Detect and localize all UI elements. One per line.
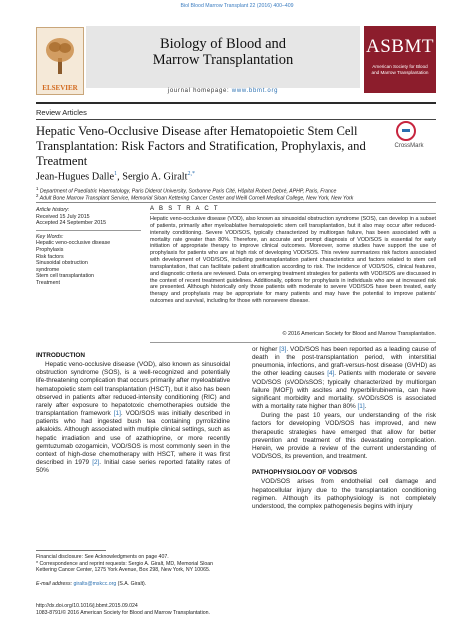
- affiliation-1-marker: 1: [36, 186, 39, 191]
- asbmt-name-line1: American Society for Blood: [372, 64, 428, 69]
- affiliation-2: [36, 193, 436, 202]
- intro-text-1: Hepatic veno-occlusive disease (VOD), also known as sinusoidal obstruction syndrome (SOS), is a well-recognized and potentially life-threatening complication that occurs primarily after myeloablative hematopoietic stem cell transplantation (HSCT), but it also has been observed in patients after reduced-intensity conditioning (RIC) and rarely after exposure to hepatotoxic chemotherapies outside the transplantation framework: [36, 361, 230, 418]
- article-info: [36, 207, 141, 287]
- affiliation-2-text: Adult Bone Marrow Transplant Service, Memorial Sloan Kettering Cancer Center and Weill Cornell Medical College, New York, New York: [39, 195, 354, 202]
- crossmark-icon: [396, 121, 416, 141]
- asbmt-name: [368, 64, 432, 75]
- citation-link[interactable]: [4]: [327, 370, 335, 378]
- right-paragraph-2: During the past 10 years, our understanding of the risk factors for developing VOD/SOS has improved, and new therapeutic strategies have emerged that allow for better prevention and treatment of this devastating complication. Herein, we provide a review of the current understanding of VOD/SOS, its prevention, and treatment.: [252, 412, 436, 461]
- elsevier-tree-icon: [43, 36, 77, 76]
- journal-title-line1: Biology of Blood and: [159, 36, 287, 52]
- author-separator: ,: [117, 171, 123, 183]
- keywords-label: Key Words:: [36, 233, 64, 240]
- email-link[interactable]: giralts@mskcc.org: [73, 581, 117, 587]
- elsevier-label: ELSEVIER: [42, 84, 78, 92]
- intro-heading: INTRODUCTION: [36, 352, 85, 359]
- journal-reference[interactable]: Biol Blood Marrow Transplant 22 (2016) 400–409: [180, 3, 294, 9]
- crossmark-badge[interactable]: [383, 121, 435, 155]
- keyword: Risk factors: [36, 253, 64, 260]
- abstract-text: Hepatic veno-occlusive disease (VOD), also known as sinusoidal obstruction syndrome (SOS), can develop in a subset of patients, primarily after myeloablative hematopoietic stem cell transplantation, but it also may occur after reduced-intensity conditioning. Severe VOD/SOS, typically characterized by multiorgan failure, has been associated with a mortality rate greater than 80%. Therefore, an accurate and prompt diagnosis of VOD/SOS is essential for early initiation of appropriate therapy to improve clinical outcomes. Moreover, some studies have support the use of prophylaxis for patients who are at high risk of developing VOD/SOS. This review summarizes risk factors associated with development of VOD/SOS, including pretransplantation patient characteristics and factors related to stem cell transplantation, that can facilitate patient stratification according to risk. The incidence of VOD/SOS, clinical features, and diagnostic criteria are reviewed. Data on emerging treatment strategies for patients with VOD/SOS are discussed in the context of recent treatment guidelines. Additionally, options for prophylaxis in individuals who are at increased risk are presented. Although historically only those patients with moderate to severe VOD/SOS have been treated, early therapy and prophylaxis may be appropriate for many patients and may have the potential to improve patients' outcomes and survival, including for those with nonsevere disease.: [150, 216, 436, 305]
- homepage-prefix: journal homepage:: [167, 88, 232, 94]
- section-rule: [36, 119, 436, 120]
- author-1[interactable]: Jean-Hugues Dalle: [36, 171, 115, 183]
- keyword: Prophylaxis: [36, 246, 64, 253]
- header-rule: [36, 102, 436, 104]
- abstract-end-rule: [150, 342, 436, 343]
- intro-paragraph: [36, 361, 230, 475]
- footnote-rule: [36, 550, 106, 551]
- right-text-4: .: [364, 403, 367, 411]
- received-date: Received 15 July 2015: [36, 213, 90, 220]
- homepage-link[interactable]: www.bbmt.org: [231, 88, 279, 94]
- email-label: E-mail address:: [36, 581, 74, 587]
- author-2-affiliation[interactable]: 2,*: [187, 171, 196, 177]
- elsevier-logo: [36, 27, 84, 95]
- keyword: syndrome: [36, 266, 60, 273]
- copyright-notice: © 2016 American Society for Blood and Marrow Transplantation.: [282, 331, 436, 337]
- author-list: [36, 171, 195, 182]
- citation-link[interactable]: [2]: [92, 459, 100, 467]
- citation-link[interactable]: [1]: [357, 403, 365, 411]
- journal-title-line2: Marrow Transplantation: [152, 52, 294, 68]
- affiliation-rule: [36, 202, 436, 203]
- journal-homepage: [86, 88, 360, 98]
- correspondence-note: * Correspondence and reprint requests: Sergio A. Giralt, MD, Memorial Sloan Kettering Cancer Center, 1275 York Avenue, Box 298, New York, NY 10065.: [36, 561, 214, 574]
- intro-text-3: . Initial case series reported fatality rates of 50%: [36, 459, 230, 475]
- doi-link[interactable]: http://dx.doi.org/10.1016/j.bbmt.2015.09.024: [36, 603, 138, 609]
- email-note: [36, 581, 230, 587]
- journal-title: [86, 36, 360, 68]
- keyword: Sinusoidal obstruction: [36, 260, 88, 267]
- abstract-rule: [150, 213, 436, 214]
- right-paragraph-1: [252, 346, 436, 411]
- intro-text-2: . VOD/SOS was initially described in patients who had ingested bush tea containing pyrrolizidine alkaloids. Although associated with multiple clinical settings, such as hepatic irradiation and use of azathioprine, or more recently gemtuzumab ozogamicin, VOD/SOS is most commonly seen in the context of high-dose chemotherapy with HSCT, where it was first described in 1979: [36, 410, 231, 467]
- history-label: Article history:: [36, 207, 70, 213]
- author-2[interactable]: Sergio A. Giralt: [122, 171, 188, 183]
- issn-line: 1083-8791/© 2016 American Society for Blood and Marrow Transplantation.: [36, 610, 210, 616]
- keyword: Hepatic veno-occlusive disease: [36, 240, 111, 247]
- keyword: Treatment: [36, 279, 60, 286]
- abstract-heading: A B S T R A C T: [150, 206, 220, 212]
- right-text-3: . Patients with moderate or severe VOD/SOS (sVOD/sSOS; typically characterized by multiorgan failure [MOF]) with ascites and hyperbilirubinemia, can have significant morbidity and mortality. sVOD/sSOS is associated with a mortality rate higher than 80%: [252, 370, 436, 411]
- right-text-2: . VOD/SOS has been reported as a leading cause of death in the post-transplantation period, with interstitial pneumonia, infections, and graft-versus-host disease (GVHD) as the other leading causes: [252, 346, 437, 378]
- financial-disclosure: Financial disclosure: See Acknowledgments on page 407.: [36, 554, 169, 560]
- section-label: Review Articles: [36, 108, 87, 117]
- right-column: [252, 346, 436, 511]
- pathophysiology-heading: PATHOPHYSIOLOGY OF VOD/SOS: [252, 469, 358, 477]
- info-divider: [36, 230, 141, 231]
- crossmark-label: CrossMark: [394, 143, 424, 149]
- accepted-date: Accepted 24 September 2015: [36, 220, 107, 227]
- affiliation-2-marker: 2: [36, 193, 39, 198]
- asbmt-name-line2: and Marrow Transplantation: [371, 69, 429, 75]
- author-1-affiliation[interactable]: 1: [114, 171, 118, 177]
- affiliation-1-text: Department of Paediatric Haematology, Paris Diderot University, Sorbonne Paris Cité, Hôpital Robert Debré, APHP, Paris, France: [39, 188, 337, 195]
- right-paragraph-3: VOD/SOS arises from endothelial cell damage and hepatocellular injury due to the transplantation conditioning regimen. Although its pathophysiology is not completely understood, the complex pathogenesis begins with injury: [252, 478, 436, 510]
- email-suffix: (S.A. Giralt).: [116, 581, 147, 587]
- keyword: Stem cell transplantation: [36, 273, 95, 280]
- left-column: [36, 352, 230, 475]
- right-text-1: or higher: [252, 346, 280, 353]
- asbmt-abbr: ASBMT: [366, 36, 434, 57]
- citation-link[interactable]: [3]: [279, 346, 287, 353]
- article-title: Hepatic Veno-Occlusive Disease after Hematopoietic Stem Cell Transplantation: Risk Factors and Stratification, Prophylaxis, and Treatment: [36, 124, 366, 168]
- asbmt-logo: [364, 26, 436, 93]
- citation-link[interactable]: [1]: [113, 410, 121, 418]
